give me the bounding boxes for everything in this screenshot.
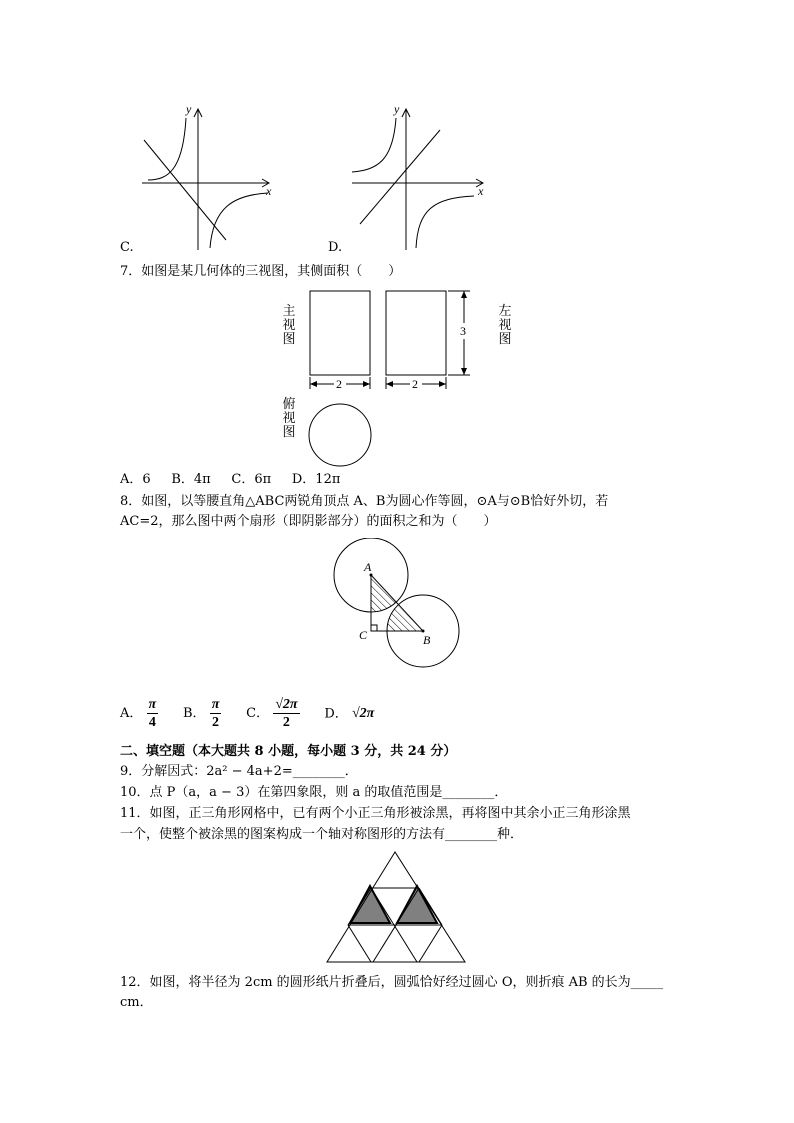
- q8-figure: [330, 538, 470, 673]
- label-b: B: [423, 633, 431, 647]
- hyperbola-branch: [352, 118, 396, 172]
- q7-option-d[interactable]: D．12π: [291, 472, 341, 487]
- dim-front-width: 2: [336, 377, 342, 391]
- left-view-rect: [386, 291, 446, 375]
- q8-stem-line1: 8．如图，以等腰直角△ABC两锐角顶点 A、B为圆心作等圆，⊙A与⊙B恰好外切，若: [120, 494, 609, 509]
- q7-options: [120, 472, 340, 488]
- q8-option-b[interactable]: B． $\frac{\pi}{2}$: [182, 697, 220, 731]
- label-a: A: [364, 560, 372, 574]
- top-view-circle: [309, 404, 371, 466]
- axis-y-label: y: [394, 102, 400, 116]
- dim-height: 3: [460, 324, 466, 338]
- dim-left-width: 2: [412, 377, 418, 391]
- option-d-label: D.: [328, 240, 343, 255]
- q7-stem: 7．如图是某几何体的三视图，其侧面积（ ）: [120, 264, 402, 279]
- sector-b-shaded: [387, 605, 423, 631]
- q10-text: 10．点 P（a，a − 3）在第四象限，则 a 的取值范围是________．: [120, 785, 508, 800]
- label-c: C: [359, 628, 368, 642]
- front-view-label: 主视图: [282, 304, 296, 347]
- q11-triangle-grid: [325, 850, 470, 965]
- q12-line1: 12．如图，将半径为 2cm 的圆形纸片折叠后，圆弧恰好经过圆心 O，则折痕 AB 的长为_____: [120, 975, 664, 990]
- q8-option-d[interactable]: D． √2π: [324, 706, 375, 722]
- q8-option-c[interactable]: C． $\frac{√2\pi}{2}$: [246, 697, 298, 731]
- line-graph: [144, 140, 226, 240]
- q8-options: [120, 694, 374, 734]
- axis-y-label: y: [186, 102, 192, 116]
- sector-a-shaded: [371, 575, 397, 612]
- q8-stem-line2: AC=2，那么图中两个扇形（即阴影部分）的面积之和为（ ）: [120, 514, 497, 529]
- q7-option-b[interactable]: B．4π: [171, 472, 211, 487]
- q6-graph-d: [348, 100, 488, 255]
- axis-x-label: x: [266, 184, 272, 198]
- q8-option-a[interactable]: A． $\frac{\pi}{4}$: [120, 697, 157, 731]
- q7-option-a[interactable]: A．6: [120, 472, 151, 487]
- q7-option-c[interactable]: C．6π: [231, 472, 272, 487]
- q6-graph-c: [138, 100, 278, 255]
- line-graph: [360, 130, 440, 224]
- hyperbola-branch: [416, 196, 474, 248]
- hyperbola-branch: [210, 193, 268, 248]
- front-view-rect: [310, 291, 370, 375]
- q12-line2: cm．: [120, 995, 153, 1010]
- left-view-label: 左视图: [498, 304, 512, 347]
- axis-x-label: x: [478, 184, 484, 198]
- q7-three-views: [300, 285, 480, 470]
- outer-triangle: [327, 852, 465, 962]
- right-angle-mark: [371, 625, 377, 631]
- hyperbola-branch: [148, 118, 186, 180]
- q11-line2: 一个，使整个被涂黑的图案构成一个轴对称图形的方法有________种．: [120, 827, 524, 842]
- q11-line1: 11．如图，正三角形网格中，已有两个小正三角形被涂黑，再将图中其余小正三角形涂黑: [120, 806, 631, 821]
- section-heading: 二、填空题（本大题共 8 小题，每小题 3 分，共 24 分）: [120, 744, 457, 759]
- option-c-label: C.: [120, 240, 134, 255]
- top-view-label: 俯视图: [282, 397, 296, 440]
- q9-text: 9．分解因式：2a² − 4a+2=________．: [120, 764, 358, 779]
